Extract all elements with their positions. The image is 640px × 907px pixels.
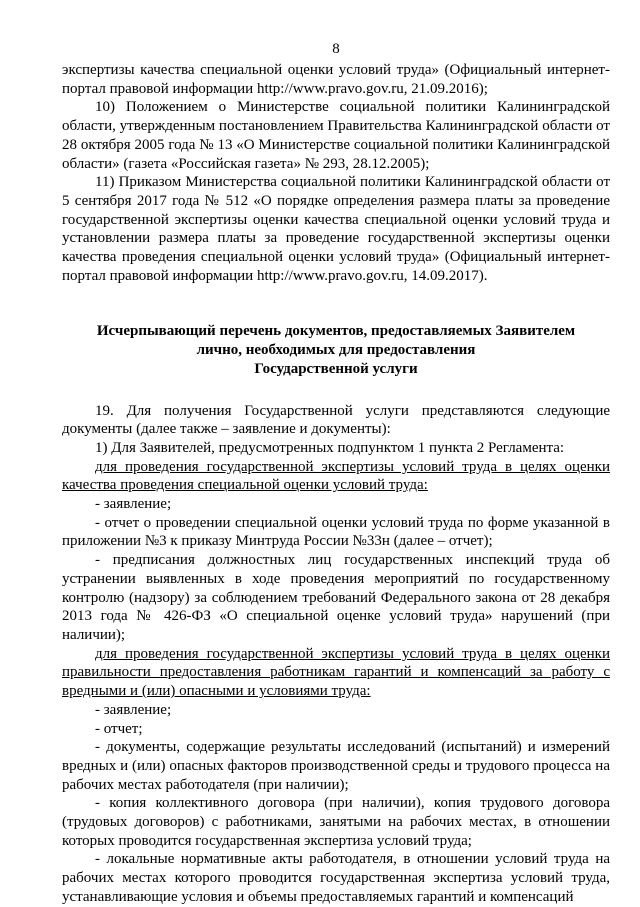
list-item: - копия коллективного договора (при наличии), копия трудового договора (трудовых договоров) с работниками, занятыми на рабочих местах, в отношении которых проводится государственная экспертиза условий труда; xyxy=(62,795,610,849)
paragraph-item-10: 10) Положением о Министерстве социальной политики Калининградской области, утвержденным постановлением Правительства Калининградской области от 28 октября 2005 года № 13 «О Министерстве социальной политики Калининградской области» (газета «Российская газета» № 293, 28.12.2005); xyxy=(62,99,610,172)
paragraph-19: 19. Для получения Государственной услуги представляются следующие документы (далее также – заявление и документы): xyxy=(62,402,610,438)
page-number: 8 xyxy=(332,41,340,57)
list-item: - отчет; xyxy=(95,720,143,737)
subsection-guarantees-assessment: для проведения государственной экспертизы условий труда в целях оценки правильности предоставления работникам гарантий и компенсаций за работу с вредными и (или) опасными и условиями труда: xyxy=(62,645,610,700)
list-item: - предписания должностных лиц государственных инспекций труда об устранении выявленных в ходе проведения мероприятий по государственному контролю (надзору) за соблюдением требований Федерального закона от 28 декабря 2013 года № 426-ФЗ «О специальной оценке условий труда» нарушений (при наличии); xyxy=(62,552,610,643)
section-heading xyxy=(62,322,610,378)
list-item: - локальные нормативные акты работодателя, в отношении условий труда на рабочих местах которого проводится государственная экспертиза условий труда, устанавливающие условия и объемы предоставляемых гарантий и компенсаций xyxy=(62,851,610,905)
paragraph-item-11: 11) Приказом Министерства социальной политики Калининградской области от 5 сентября 2017 года № 512 «О порядке определения размера платы за проведение государственной экспертизы оценки качества специальной оценки условий труда и установлении размера платы за проведение государственной экспертизы оценки качества проведения специальной оценки условий труда» (Официальный интернет-портал правовой информации http://www.pravo.gov.ru, 14.09.2017). xyxy=(62,174,610,284)
section-heading-line3: Государственной услуги xyxy=(254,360,418,377)
list-item: - документы, содержащие результаты исследований (испытаний) и измерений вредных и (или) опасных факторов производственной среды и трудового процесса на рабочих местах работодателя (при наличии); xyxy=(62,739,610,793)
subsection-quality-assessment: для проведения государственной экспертизы условий труда в целях оценки качества проведения специальной оценки условий труда: xyxy=(62,458,610,494)
paragraph-continuation: экспертизы качества специальной оценки условий труда» (Официальный интернет-портал правовой информации http://www.pravo.gov.ru, 21.09.2016); xyxy=(62,62,610,97)
document-page xyxy=(62,0,610,907)
section-heading-line2: лично, необходимых для предоставления xyxy=(196,342,476,359)
list-item: - заявление; xyxy=(95,701,172,718)
list-item: - заявление; xyxy=(95,496,172,513)
list-item: - отчет о проведении специальной оценки условий труда по форме указанной в приложении №3 к приказу Минтруда России №33н (далее – отчет); xyxy=(62,514,610,550)
section-heading-line1: Исчерпывающий перечень документов, предоставляемых Заявителем xyxy=(96,323,576,340)
paragraph-subitem-1: 1) Для Заявителей, предусмотренных подпунктом 1 пункта 2 Регламента: xyxy=(95,439,565,456)
